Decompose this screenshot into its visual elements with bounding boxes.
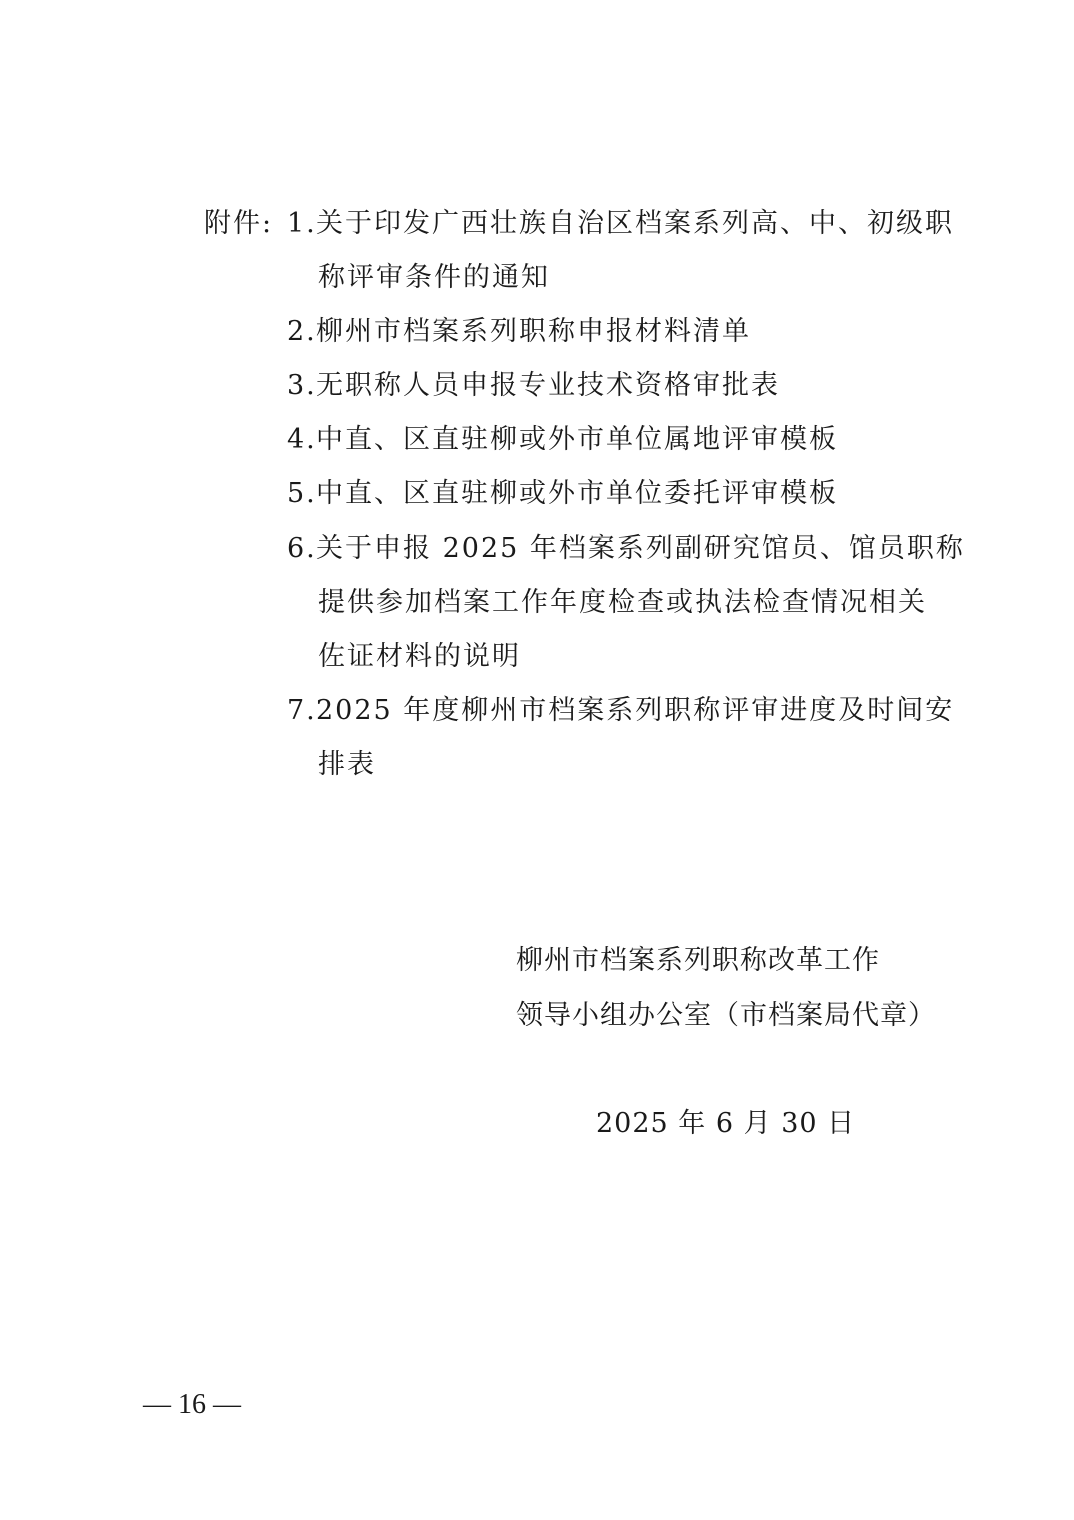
attachment-number: 1. <box>287 208 317 239</box>
attachment-line: 提供参加档案工作年度检查或执法检查情况相关 <box>318 587 927 618</box>
signature-line: 领导小组办公室（市档案局代章） <box>516 1000 936 1031</box>
attachment-line: 中直、区直驻柳或外市单位委托评审模板 <box>316 478 838 509</box>
attachment-number: 6. <box>287 533 317 564</box>
attachment-line: 柳州市档案系列职称申报材料清单 <box>316 316 751 347</box>
attachment-number: 5. <box>287 478 317 509</box>
attachment-label: 附件: <box>204 208 274 239</box>
attachment-line: 关于印发广西壮族自治区档案系列高、中、初级职 <box>316 208 954 239</box>
attachment-number: 2. <box>287 316 317 347</box>
attachment-line: 称评审条件的通知 <box>318 262 550 293</box>
attachment-line: 关于申报 2025 年档案系列副研究馆员、馆员职称 <box>316 533 965 564</box>
document-date: 2025 年 6 月 30 日 <box>596 1108 856 1139</box>
attachment-line: 中直、区直驻柳或外市单位属地评审模板 <box>316 424 838 455</box>
page-number: — 16 — <box>143 1389 241 1420</box>
attachment-number: 3. <box>287 370 317 401</box>
attachment-line: 排表 <box>318 749 376 780</box>
attachment-line: 2025 年度柳州市档案系列职称评审进度及时间安 <box>316 695 955 726</box>
attachment-line: 无职称人员申报专业技术资格审批表 <box>316 370 780 401</box>
attachment-number: 4. <box>287 424 317 455</box>
attachment-number: 7. <box>287 695 317 726</box>
attachment-line: 佐证材料的说明 <box>318 641 521 672</box>
signature-line: 柳州市档案系列职称改革工作 <box>516 945 880 976</box>
